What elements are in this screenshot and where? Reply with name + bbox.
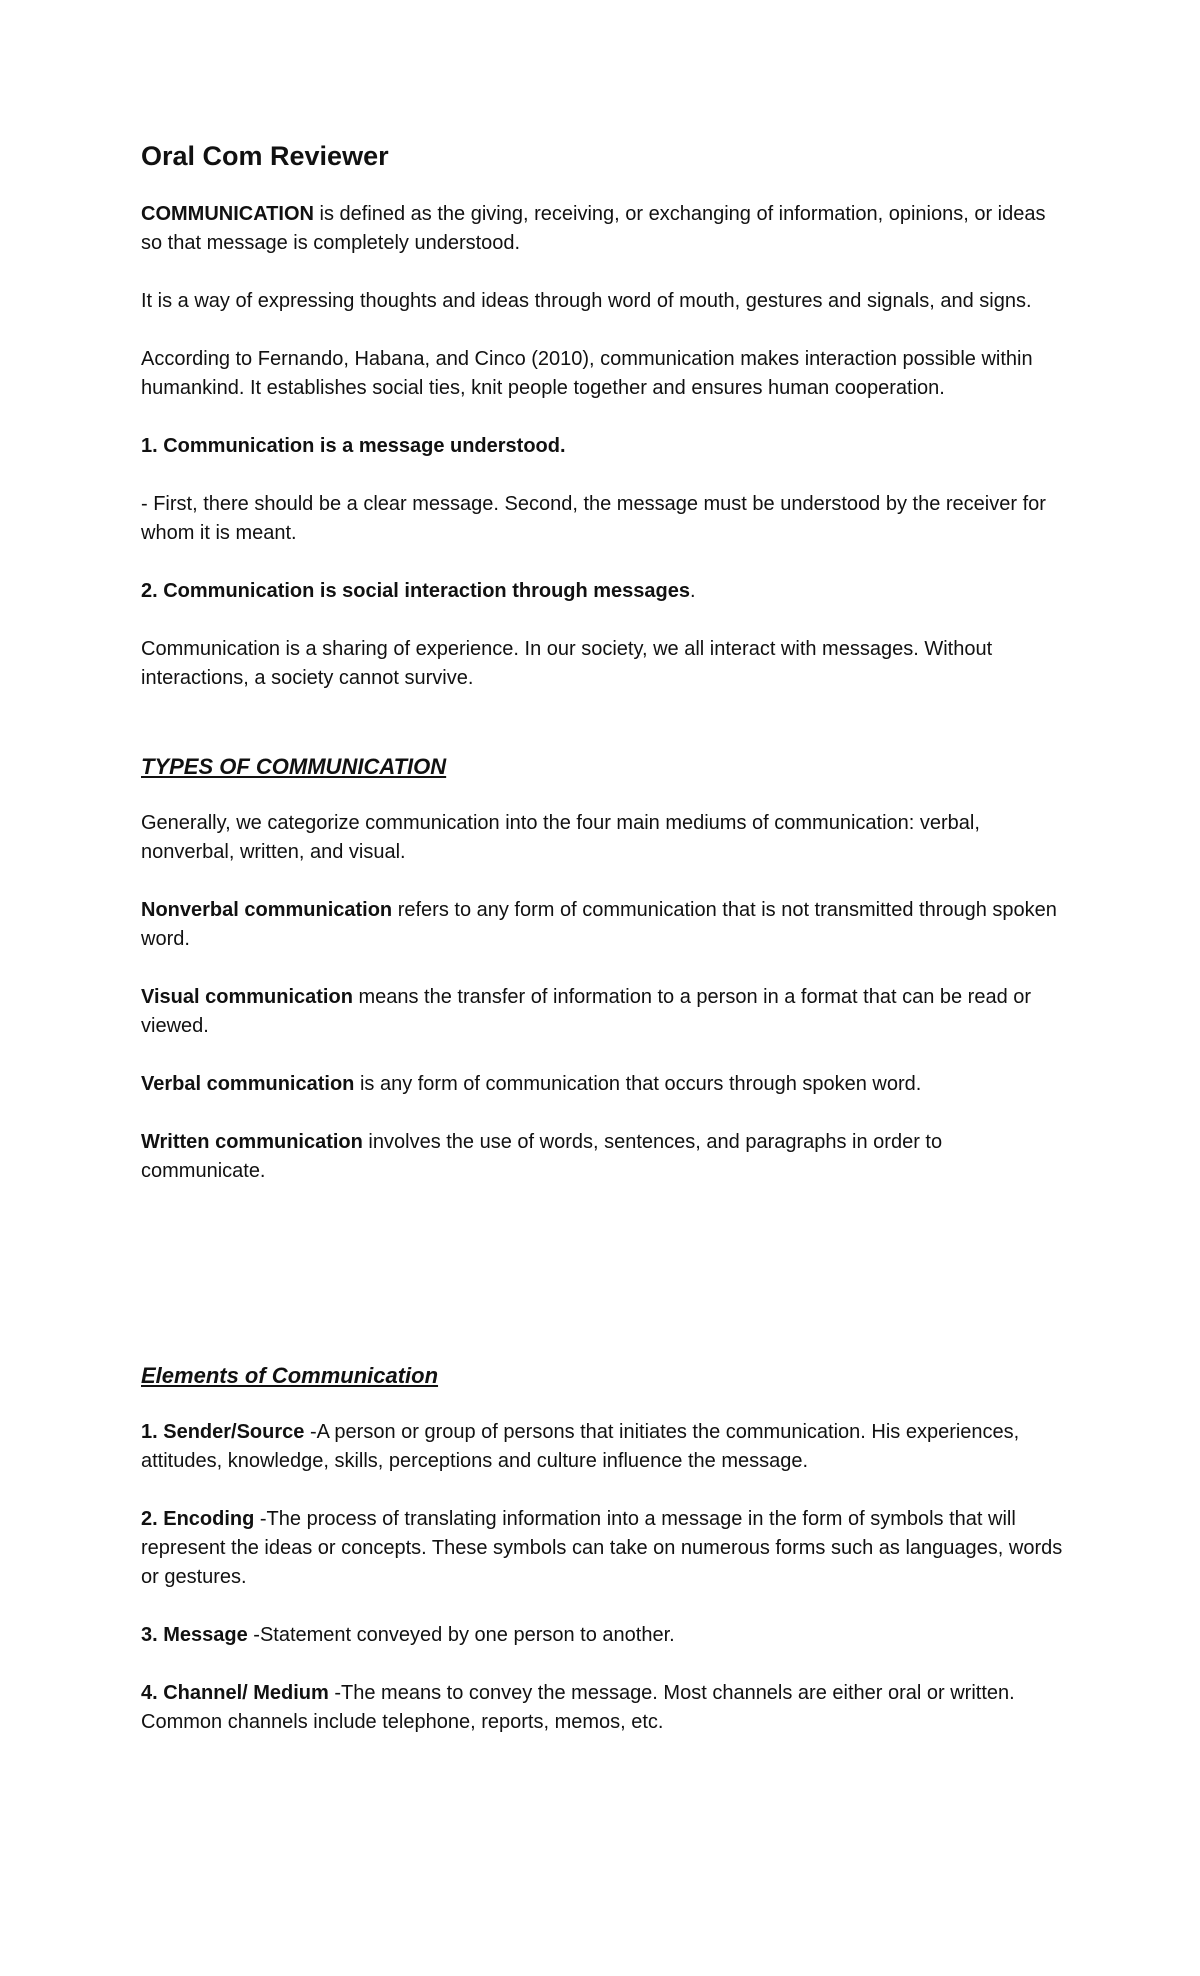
point2-period: . <box>690 580 696 602</box>
point1-body: - First, there should be a clear message. Second, the message must be understood by the receiver for whom it is meant. <box>141 493 1046 544</box>
spacer <box>141 1215 1071 1360</box>
types-intro: Generally, we categorize communication into the four main mediums of communication: verbal, nonverbal, written, and visual. <box>141 812 980 863</box>
type-text: is any form of communication that occurs through spoken word. <box>354 1073 922 1095</box>
type-term: Written communication <box>141 1131 363 1153</box>
type-item-nonverbal <box>141 896 1071 954</box>
expression-paragraph: It is a way of expressing thoughts and ideas through word of mouth, gestures and signals, and signs. <box>141 290 1032 312</box>
element-text: -Statement conveyed by one person to another. <box>247 1624 675 1646</box>
type-text: involves the use of words, sentences, and paragraphs in order to communicate. <box>141 1131 943 1182</box>
document-page <box>141 138 1071 1766</box>
type-term: Nonverbal communication <box>141 899 393 921</box>
element-term: 4. Channel/ Medium <box>141 1682 329 1704</box>
type-item-written <box>141 1128 1071 1186</box>
element-term: 1. Sender/Source <box>141 1421 305 1443</box>
element-text: -A person or group of persons that initiates the communication. His experiences, attitudes, knowledge, skills, perceptions and culture influence the message. <box>141 1421 1020 1472</box>
element-item-message <box>141 1621 1071 1650</box>
point2-heading-line <box>141 577 1071 606</box>
element-text: -The means to convey the message. Most channels are either oral or written. Common channels include telephone, reports, memos, etc. <box>141 1682 1015 1733</box>
type-term: Verbal communication <box>141 1073 355 1095</box>
type-text: refers to any form of communication that is not transmitted through spoken word. <box>141 899 1057 950</box>
element-item-channel <box>141 1679 1071 1737</box>
point1-heading: 1. Communication is a message understood. <box>141 435 566 457</box>
definition-paragraph <box>141 200 1071 258</box>
type-term: Visual communication <box>141 986 353 1008</box>
point2-body: Communication is a sharing of experience. In our society, we all interact with messages. Without interactions, a society cannot survive. <box>141 638 993 689</box>
type-text: means the transfer of information to a person in a format that can be read or viewed. <box>141 986 1032 1037</box>
element-term: 2. Encoding <box>141 1508 255 1530</box>
citation-paragraph: According to Fernando, Habana, and Cinco (2010), communication makes interaction possible within humankind. It establishes social ties, knit people together and ensures human cooperation. <box>141 348 1033 399</box>
point2-heading: 2. Communication is social interaction through messages <box>141 580 691 602</box>
types-heading: TYPES OF COMMUNICATION <box>141 754 447 779</box>
definition-term: COMMUNICATION <box>141 203 314 225</box>
spacer <box>141 722 1071 751</box>
type-item-visual <box>141 983 1071 1041</box>
element-term: 3. Message <box>141 1624 248 1646</box>
element-item-encoding <box>141 1505 1071 1592</box>
elements-heading: Elements of Communication <box>141 1363 439 1388</box>
page-title: Oral Com Reviewer <box>141 141 389 171</box>
definition-text: is defined as the giving, receiving, or exchanging of information, opinions, or ideas so that message is completely understood. <box>141 203 1046 254</box>
element-text: -The process of translating information into a message in the form of symbols that will represent the ideas or concepts. These symbols can take on numerous forms such as languages, words or gestures. <box>141 1508 1063 1588</box>
type-item-verbal <box>141 1070 1071 1099</box>
element-item-sender <box>141 1418 1071 1476</box>
